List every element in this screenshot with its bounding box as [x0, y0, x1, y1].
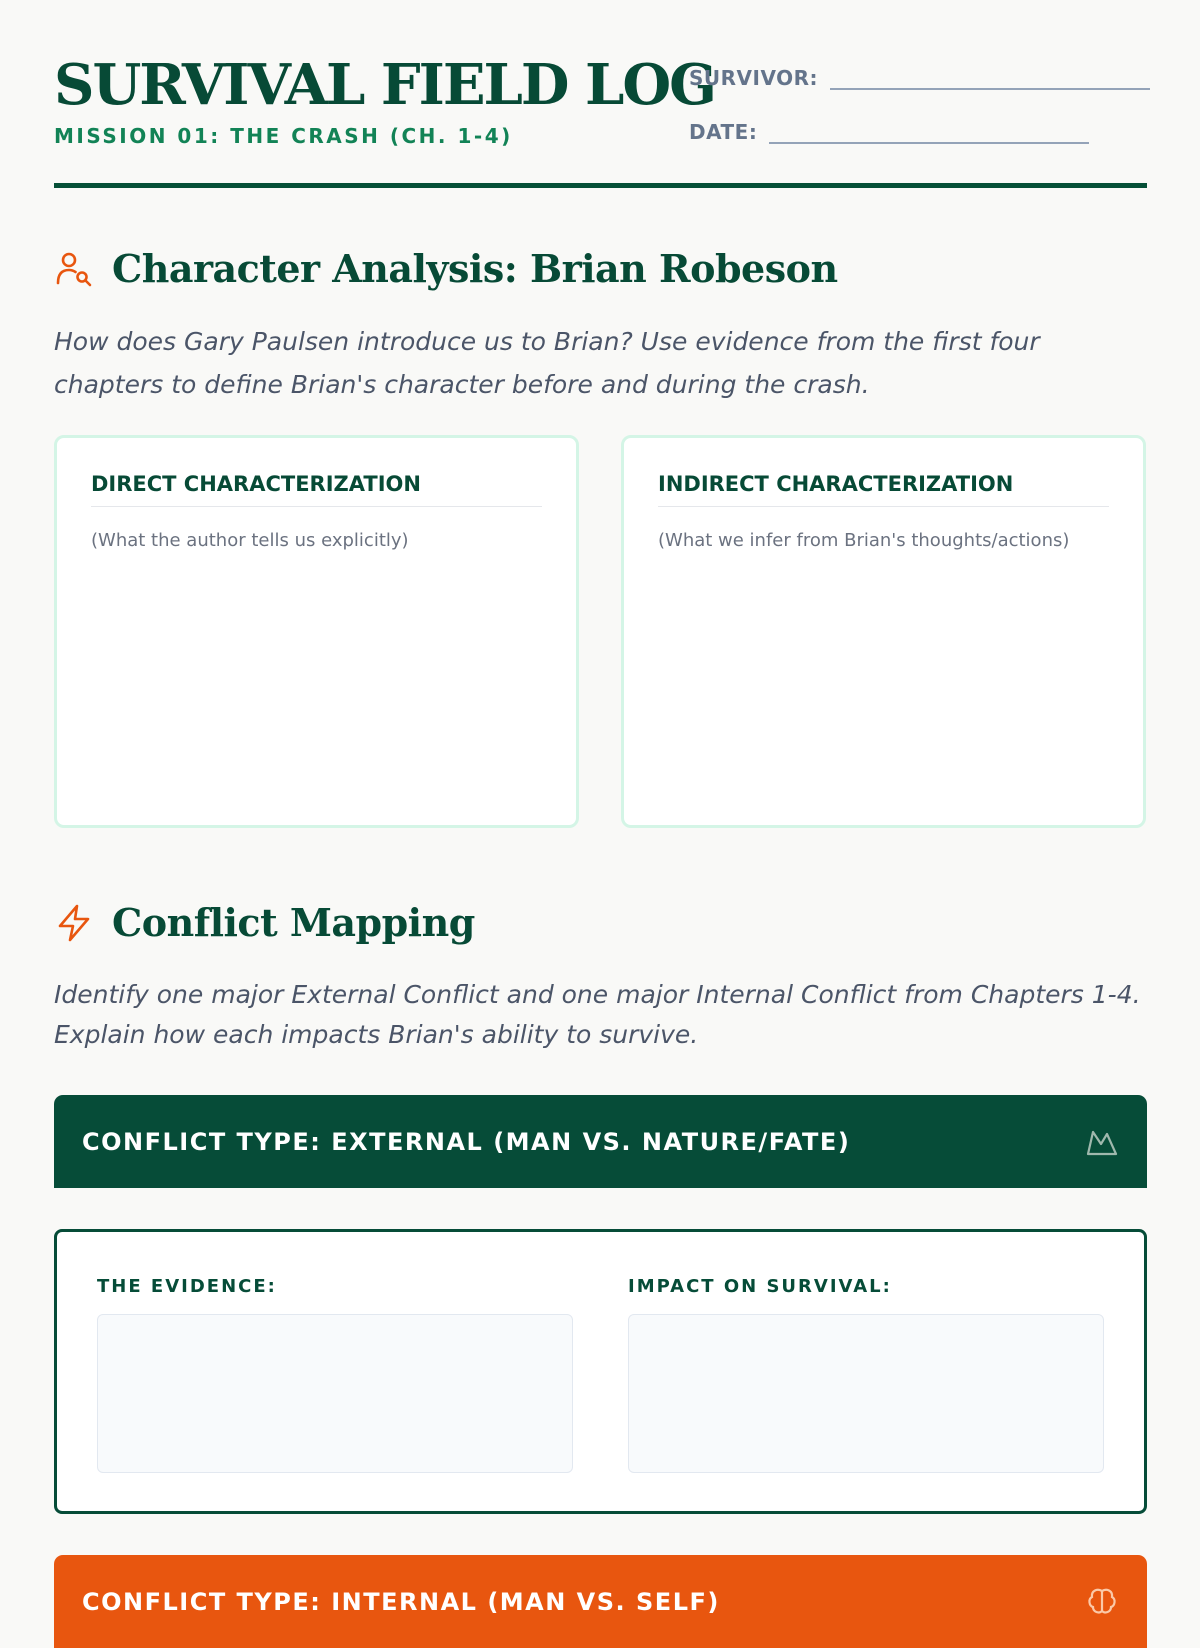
mountain-icon	[1085, 1125, 1119, 1159]
brain-icon	[1085, 1585, 1119, 1619]
external-conflict-banner	[54, 1095, 1147, 1188]
mission-subtitle: MISSION 01: THE CRASH (CH. 1-4)	[54, 124, 513, 148]
indirect-characterization-heading: INDIRECT CHARACTERIZATION	[658, 472, 1109, 507]
date-field	[689, 120, 1089, 144]
direct-characterization-hint: (What the author tells us explicitly)	[91, 530, 409, 551]
direct-characterization-heading: DIRECT CHARACTERIZATION	[91, 472, 542, 507]
evidence-answer-box[interactable]	[97, 1314, 573, 1473]
external-conflict-label: CONFLICT TYPE: EXTERNAL (MAN VS. NATURE/FATE)	[82, 1127, 851, 1156]
page-title: SURVIVAL FIELD LOG	[54, 52, 715, 118]
internal-conflict-label: CONFLICT TYPE: INTERNAL (MAN VS. SELF)	[82, 1587, 720, 1616]
indirect-characterization-hint: (What we infer from Brian's thoughts/actions)	[658, 530, 1070, 551]
worksheet-page	[54, 0, 1147, 1616]
survivor-field	[689, 66, 1150, 90]
date-label: DATE:	[689, 120, 758, 144]
character-prompt: How does Gary Paulsen introduce us to Brian? Use evidence from the first four chapters to define Brian's character before and during the crash.	[54, 327, 1040, 399]
external-conflict-card	[54, 1229, 1147, 1514]
character-section-title: Character Analysis: Brian Robeson	[112, 246, 838, 291]
lightning-icon	[54, 903, 94, 943]
user-search-icon	[54, 249, 94, 289]
conflict-section-heading	[54, 900, 475, 945]
date-input-line[interactable]	[769, 140, 1089, 144]
worksheet-header	[54, 0, 1147, 188]
indirect-characterization-box[interactable]	[621, 435, 1146, 828]
internal-conflict-banner	[54, 1555, 1147, 1648]
direct-characterization-box[interactable]	[54, 435, 579, 828]
impact-label: IMPACT ON SURVIVAL:	[628, 1276, 892, 1297]
impact-answer-box[interactable]	[628, 1314, 1104, 1473]
survivor-input-line[interactable]	[830, 86, 1150, 90]
character-section-heading	[54, 246, 838, 291]
survivor-label: SURVIVOR:	[689, 66, 818, 90]
evidence-label: THE EVIDENCE:	[97, 1276, 277, 1297]
conflict-prompt: Identify one major External Conflict and one major Internal Conflict from Chapters 1-4. Explain how each impacts Brian's ability to survive.	[54, 980, 1141, 1049]
conflict-section-title: Conflict Mapping	[112, 900, 475, 945]
